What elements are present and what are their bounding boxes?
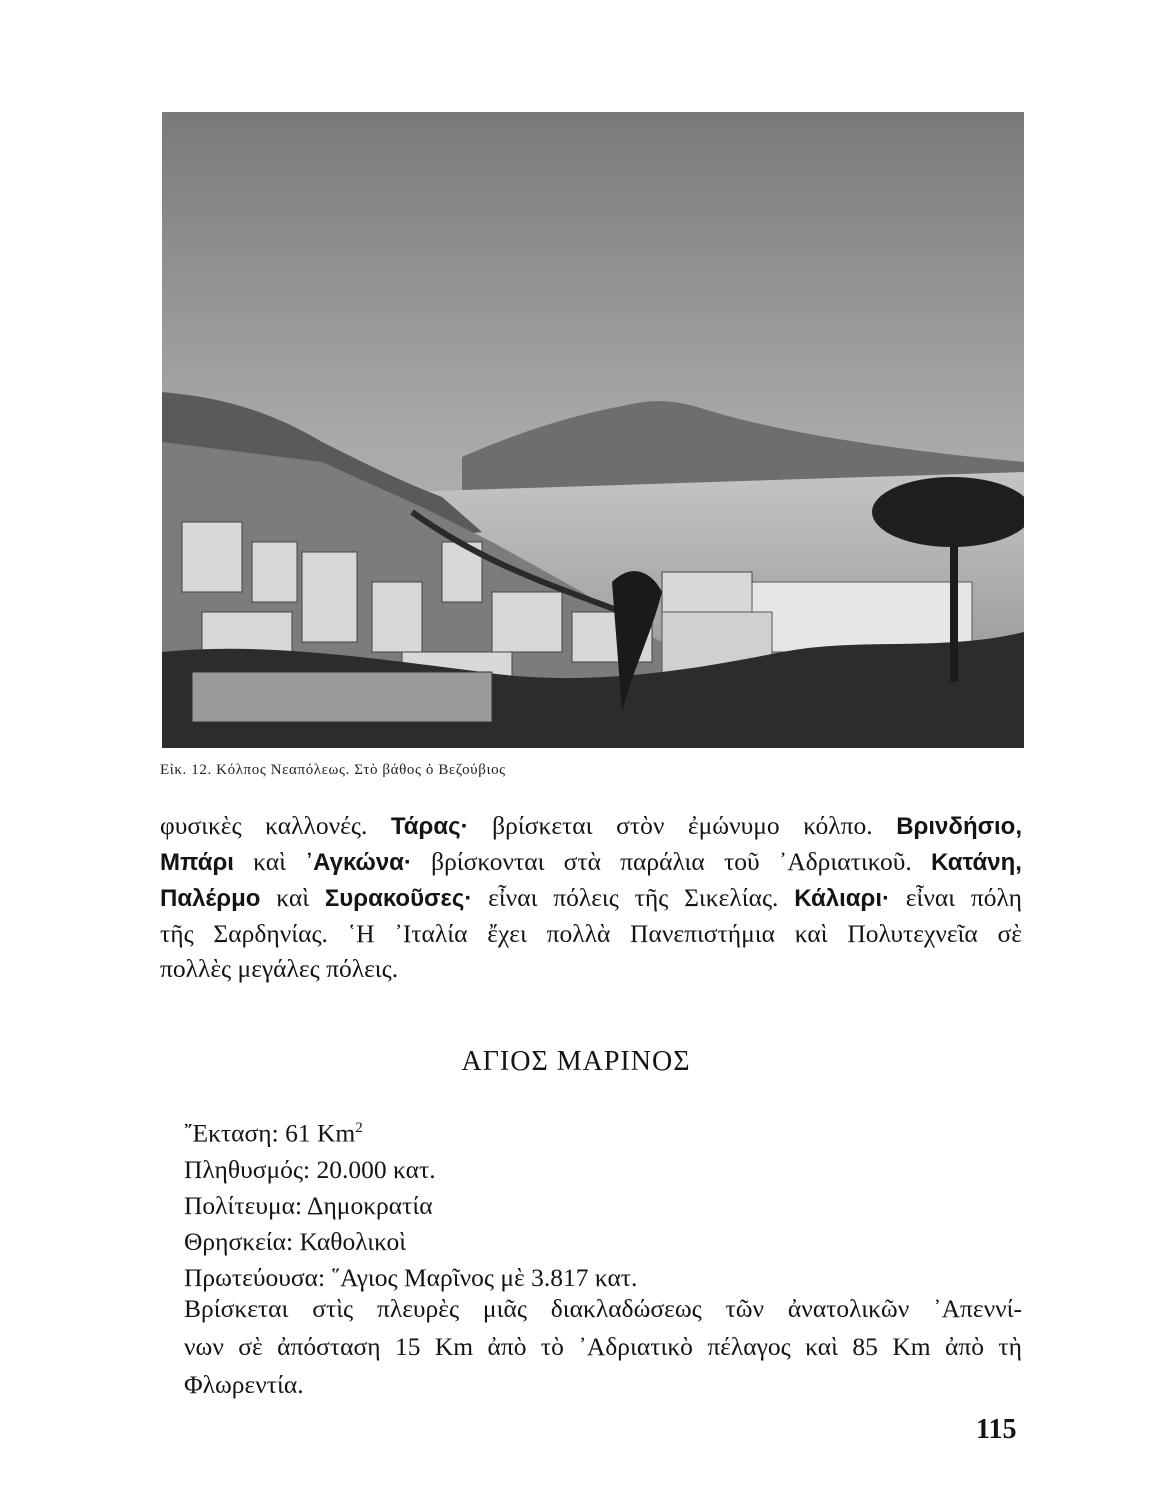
figure-photo-bay-of-naples — [162, 112, 1024, 748]
paragraph-line — [160, 808, 1022, 844]
text-span: βρίσκονται στὰ παράλια τοῦ ᾿Αδριατικοῦ. — [411, 847, 931, 876]
fact-capital: Πρωτεύουσα: ῞Αγιος Μαρῖνος μὲ 3.817 κατ. — [184, 1262, 638, 1292]
fact-population: Πληθυσμός: 20.000 κατ. — [184, 1154, 436, 1184]
san-marino-description — [184, 1290, 1022, 1404]
description-line: Φλωρεντία. — [184, 1370, 304, 1399]
text-span: εἶναι πόλεις τῆς Σικελίας. — [472, 883, 795, 912]
paragraph-line — [160, 880, 1022, 916]
text-span: καὶ — [233, 847, 306, 876]
fact-religion: Θρησκεία: Καθολικοὶ — [184, 1226, 407, 1256]
city-catania: Κατάνη, — [930, 849, 1022, 876]
fact-area — [184, 1110, 637, 1152]
paragraph-line — [160, 844, 1022, 880]
figure-caption: Εἰκ. 12. Κόλπος Νεαπόλεως. Στὸ βάθος ὁ Βεζούβιος — [160, 762, 506, 778]
city-taranto: Τάρας· — [390, 813, 469, 840]
fact-government: Πολίτευμα: Δημοκρατία — [184, 1190, 433, 1220]
superscript: 2 — [355, 1120, 363, 1136]
paragraph-line: τῆς Σαρδηνίας. ῾Η ᾿Ιταλία ἔχει πολλὰ Πανεπιστήμια καὶ Πολυτεχνεῖα σὲ — [160, 919, 1022, 948]
city-cagliari: Κάλιαρι· — [794, 885, 891, 912]
section-title: ΑΓΙΟΣ ΜΑΡΙΝΟΣ — [461, 1046, 691, 1077]
city-ancona: ᾿Αγκώνα· — [305, 849, 412, 876]
description-line: Βρίσκεται στὶς πλευρὲς μιᾶς διακλαδώσεως τῶν ἀνατολικῶν ᾿Απεννί- — [184, 1294, 1022, 1323]
page-number: 115 — [976, 1414, 1017, 1445]
city-bari: Μπάρι — [160, 849, 234, 876]
photo-icon — [162, 112, 1024, 748]
text-span: βρίσκεται στὸν ἐμώνυμο κόλπο. — [468, 811, 897, 840]
city-palermo: Παλέρμο — [160, 885, 261, 912]
fact-area-text: ῎Εκταση: 61 Km — [184, 1118, 356, 1148]
city-brindisi: Βρινδήσιο, — [896, 813, 1023, 840]
description-line: νων σὲ ἀπόσταση 15 Km ἀπὸ τὸ ᾿Αδριατικὸ πέλαγος καὶ 85 Km ἀπὸ τὴ — [184, 1332, 1022, 1361]
text-span: φυσικὲς καλλονές. — [160, 811, 391, 840]
paragraph-line: πολλὲς μεγάλες πόλεις. — [160, 954, 399, 983]
text-span: εἶναι πόλη — [890, 883, 1022, 912]
text-span: καὶ — [260, 883, 325, 912]
san-marino-facts — [184, 1110, 637, 1296]
city-syracuse: Συρακοῦσες· — [324, 885, 473, 912]
italy-cities-paragraph — [160, 808, 1022, 986]
